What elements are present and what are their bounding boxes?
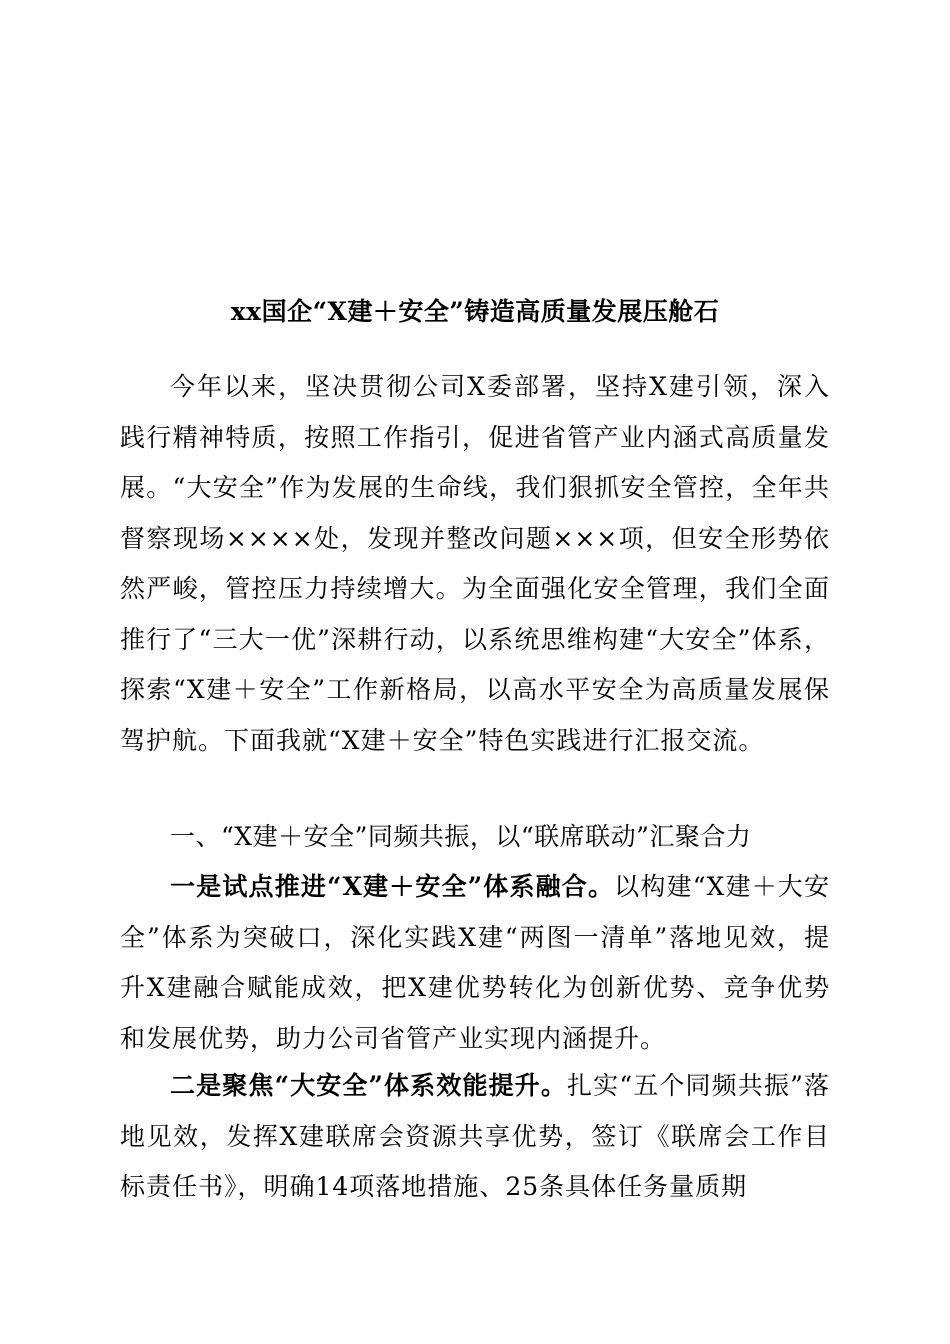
- document-title: xx国企“X建＋安全”铸造高质量发展压舱石: [230, 297, 720, 326]
- intro-paragraph: 今年以来，坚决贯彻公司X委部署，坚持X建引领，深入践行精神特质，按照工作指引，促进省管产业内涵式高质量发展。“大安全”作为发展的生命线，我们狠抓安全管控，全年共督察现场××××处，发现并整改问题×××项，但安全形势依然严峻，管控压力持续增大。为全面强化安全管理，我们全面推行了“三大一优”深耕行动，以系统思维构建“大安全”体系，探索“X建＋安全”工作新格局，以高水平安全为高质量发展保驾护航。下面我就“X建＋安全”特色实践进行汇报交流。: [120, 372, 830, 755]
- section-heading: 一、“X建＋安全”同频共振，以“联席联动”汇聚合力: [170, 822, 752, 851]
- point-one-lead: 一是试点推进“X建＋安全”体系融合。: [170, 872, 615, 901]
- point-two-paragraph: [120, 1061, 830, 1213]
- point-two-body: 扎实“五个同频共振”落地见效，发挥X建联席会资源共享优势，签订《联席会工作目标责任书》，明确14项落地措施、25条具体任务量质期: [120, 1071, 831, 1201]
- point-one-paragraph: [120, 862, 830, 1064]
- point-two-lead: 二是聚焦“大安全”体系效能提升。: [170, 1071, 568, 1100]
- point-one-body: 以构建“X建＋大安全”体系为突破口，深化实践X建“两图一清单”落地见效，提升X建融合赋能成效，把X建优势转化为创新优势、竞争优势和发展优势，助力公司省管产业实现内涵提升。: [120, 872, 830, 1053]
